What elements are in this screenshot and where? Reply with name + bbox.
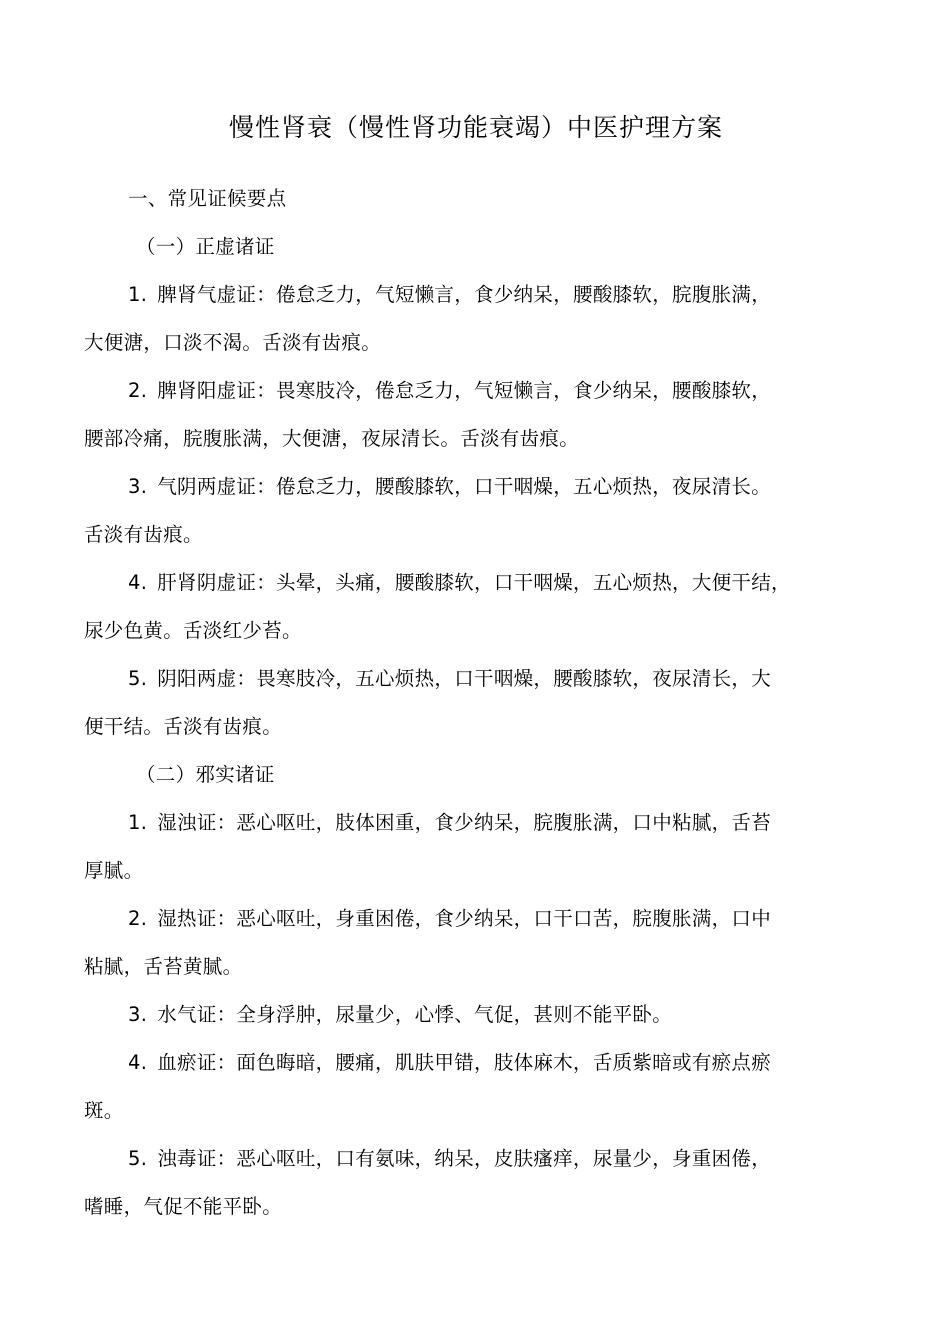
item-text: 湿浊证：恶心呕吐，肢体困重，食少纳呆，脘腹胀满，口中粘腻，舌苔: [157, 811, 772, 834]
subsection-heading-deficiency: （一）正虚诸证: [136, 235, 275, 258]
list-item-continuation: 便干结。舌淡有齿痕。: [84, 715, 283, 738]
list-item-continuation: 大便溏，口淡不渴。舌淡有齿痕。: [84, 331, 382, 354]
list-item-continuation: 厚腻。: [84, 859, 144, 882]
item-text: 气阴两虚证：倦怠乏力，腰酸膝软，口干咽燥，五心烦热，夜尿清长。: [157, 475, 772, 498]
list-item-continuation: 尿少色黄。舌淡红少苔。: [84, 619, 302, 642]
item-number: 5.: [128, 667, 148, 690]
list-item-continuation: 斑。: [84, 1099, 124, 1122]
item-text: 阴阳两虚：畏寒肢冷，五心烦热，口干咽燥，腰酸膝软，夜尿清长，大: [157, 667, 772, 690]
item-number: 2.: [128, 379, 148, 402]
list-item-line: [84, 991, 868, 1039]
list-item-line: [84, 1039, 868, 1087]
list-item-line: [84, 367, 868, 415]
item-text: 浊毒证：恶心呕吐，口有氨味，纳呆，皮肤瘙痒，尿量少，身重困倦，: [157, 1147, 772, 1170]
section-heading: 一、常见证候要点: [128, 187, 287, 210]
item-text: 湿热证：恶心呕吐，身重困倦，食少纳呆，口干口苦，脘腹胀满，口中: [157, 907, 772, 930]
item-number: 2.: [128, 907, 148, 930]
item-text: 血瘀证：面色晦暗，腰痛，肌肤甲错，肢体麻木，舌质紫暗或有瘀点瘀: [157, 1051, 772, 1074]
document-title: 慢性肾衰（慢性肾功能衰竭）中医护理方案: [228, 113, 723, 142]
list-item-line: [84, 1135, 868, 1183]
list-item-continuation: 腰部冷痛，脘腹胀满，大便溏，夜尿清长。舌淡有齿痕。: [84, 427, 580, 450]
document-body: [84, 175, 868, 1231]
item-text: 肝肾阴虚证：头晕，头痛，腰酸膝软，口干咽燥，五心烦热，大便干结，: [157, 571, 791, 594]
list-item-continuation: 粘腻，舌苔黄腻。: [84, 955, 243, 978]
item-number: 1.: [128, 811, 148, 834]
item-number: 4.: [128, 571, 148, 594]
list-item-line: [84, 655, 868, 703]
item-text: 脾肾阳虚证：畏寒肢冷，倦怠乏力，气短懒言，食少纳呆，腰酸膝软，: [157, 379, 772, 402]
list-item-line: [84, 559, 868, 607]
list-item-line: [84, 271, 868, 319]
list-item-line: [84, 895, 868, 943]
item-number: 1.: [128, 283, 148, 306]
list-item-continuation: 嗜睡，气促不能平卧。: [84, 1195, 283, 1218]
subsection-heading-excess: （二）邪实诸证: [136, 763, 275, 786]
item-number: 5.: [128, 1147, 148, 1170]
list-item-line: [84, 463, 868, 511]
list-item-continuation: 舌淡有齿痕。: [84, 523, 203, 546]
item-text: 水气证：全身浮肿，尿量少，心悸、气促，甚则不能平卧。: [157, 1003, 673, 1026]
item-number: 3.: [128, 475, 148, 498]
item-number: 3.: [128, 1003, 148, 1026]
item-text: 脾肾气虚证：倦怠乏力，气短懒言，食少纳呆，腰酸膝软，脘腹胀满，: [157, 283, 772, 306]
list-item-line: [84, 799, 868, 847]
item-number: 4.: [128, 1051, 148, 1074]
